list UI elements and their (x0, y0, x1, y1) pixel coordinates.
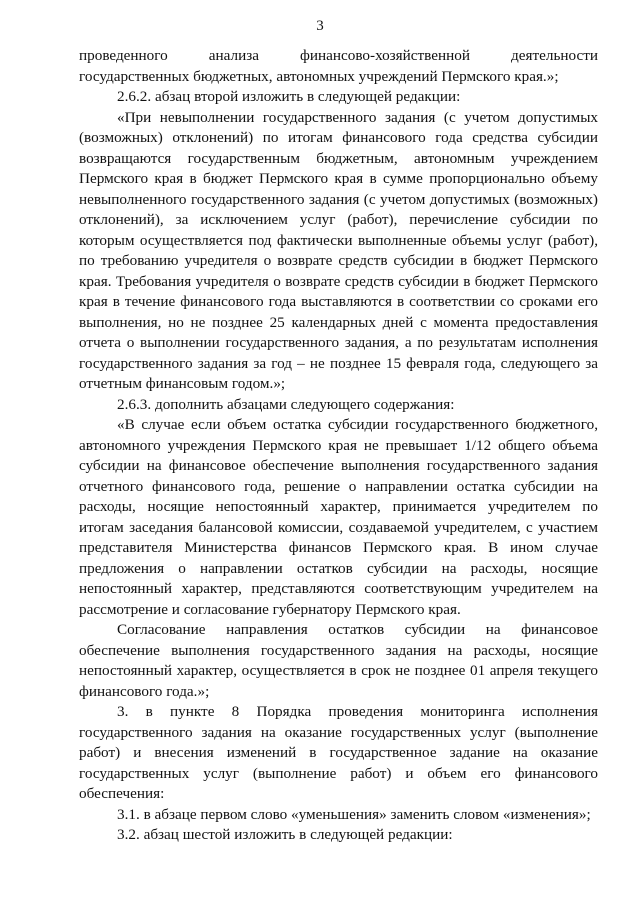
paragraph-3-2: 3.2. абзац шестой изложить в следующей редакции: (117, 826, 453, 843)
paragraph-3: 3. в пункте 8 Порядка проведения мониторинга исполнения государственного задания на оказание государственных услуг (выполнение работ) и внесения изменений в государственное задание на оказание государственных услуг (выполнение работ) и объем его финансового обеспечения: (79, 703, 598, 802)
paragraph-continuation: проведенного анализа финансово-хозяйственной деятельности государственных бюджетных, автономных учреждений Пермского края.»; (79, 47, 598, 85)
paragraph-approval-deadline: Согласование направления остатков субсидии на финансовое обеспечение выполнения государственного задания на расходы, носящие непостоянный характер, осуществляется в срок не позднее 01 апреля текущего финансового года.»; (79, 621, 598, 700)
page-number: 3 (316, 18, 324, 34)
paragraph-2-6-2: 2.6.2. абзац второй изложить в следующей редакции: (117, 88, 461, 105)
document-body (79, 46, 598, 846)
paragraph-quoted-return-of-subsidy: «При невыполнении государственного задания (с учетом допустимых (возможных) отклонений) по итогам финансового года средства субсидии возвращаются государственным бюджетным, автономным учреждением Пермского края в бюджет Пермского края в сумме пропорционально объему невыполненного государственного задания (с учетом допустимых (возможных) отклонений), за исключением услуг (работ), перечисление субсидии по которым осуществляется под фактически выполненные объемы услуг (работ), по требованию учредителя о возврате средств субсидии в бюджет Пермского края. Требования учредителя о возврате средств субсидии в бюджет Пермского края в течение финансового года выставляются в соответствии со сроками его выполнения, но не позднее 25 календарных дней с момента предоставления отчета о выполнении государственного задания, а по результатам исполнения государственного задания за год – не позднее 15 февраля года, следующего за отчетным финансовым годом.»; (79, 108, 598, 392)
paragraph-quoted-subsidy-balance: «В случае если объем остатка субсидии государственного бюджетного, автономного учреждения Пермского края не превышает 1/12 общего объема субсидии на финансовое обеспечение выполнения государственного задания отчетного финансового года, решение о направлении остатка субсидии на расходы, носящие непостоянный характер, принимается учредителем по итогам заседания балансовой комиссии, создаваемой учредителем, с участием представителя Министерства финансов Пермского края. В ином случае предложения о направлении остатков субсидии на расходы, носящие непостоянный характер, представляются соответствующим учредителем на рассмотрение и согласование губернатору Пермского края. (79, 416, 598, 618)
paragraph-2-6-3: 2.6.3. дополнить абзацами следующего содержания: (117, 395, 455, 413)
paragraph-3-1: 3.1. в абзаце первом слово «уменьшения» заменить словом «изменения»; (117, 805, 591, 823)
